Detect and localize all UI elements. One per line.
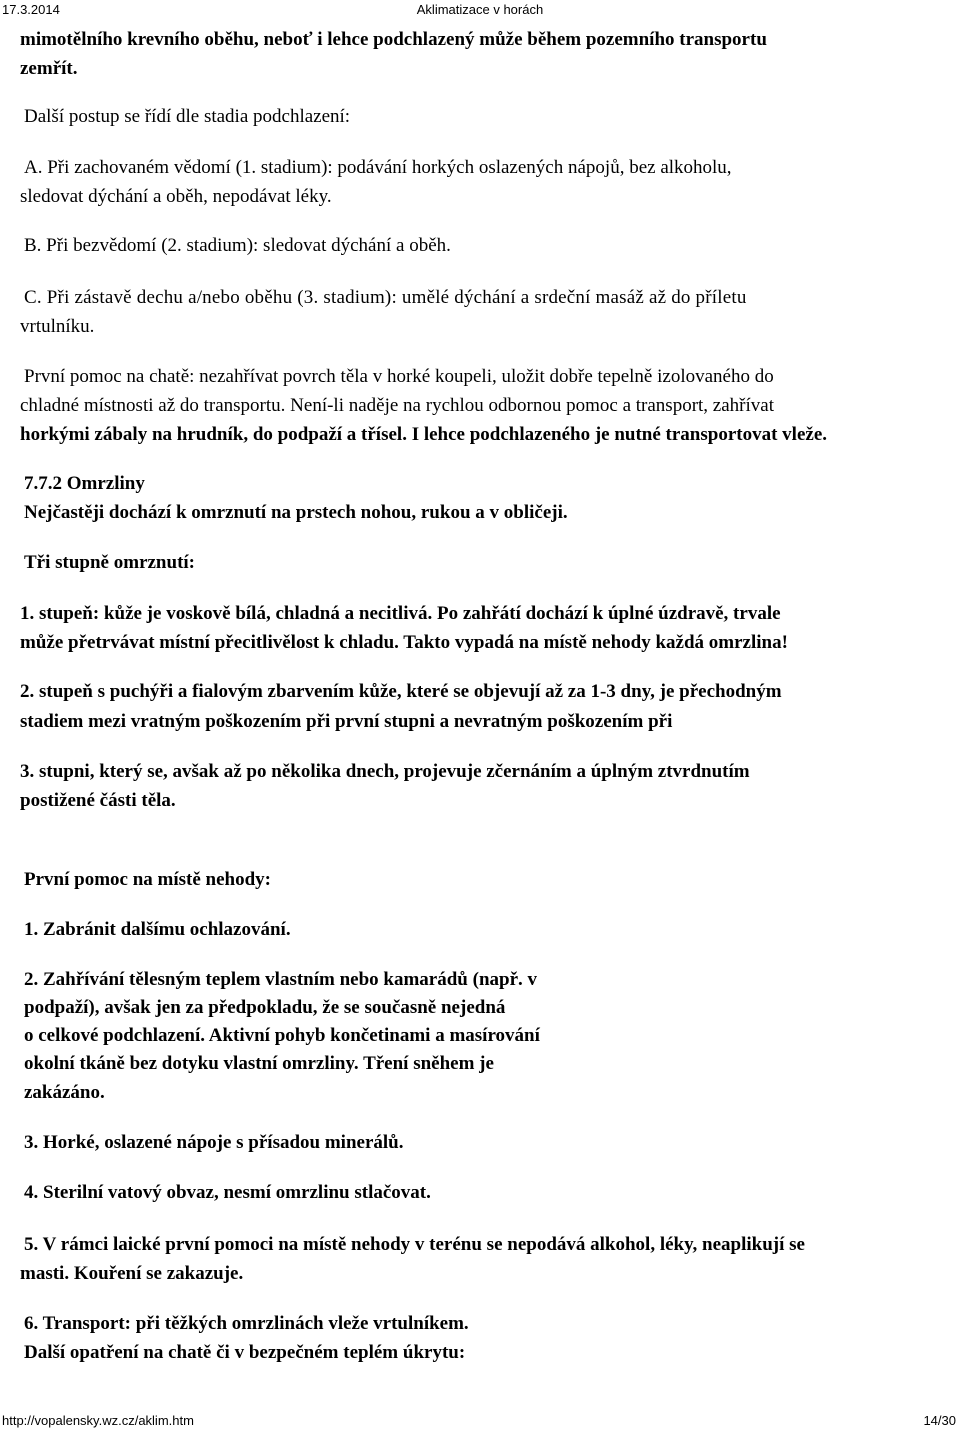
list-item: 5. V rámci laické první pomoci na místě nehody v terénu se nepodává alkohol, léky, neaplikují se	[24, 1234, 805, 1255]
paragraph-line: stadiem mezi vratným poškozením při první stupni a nevratným poškozením při	[20, 711, 673, 732]
paragraph-line: První pomoc na chatě: nezahřívat povrch těla v horké koupeli, uložit dobře tepelně izolovaného do	[24, 366, 774, 387]
list-item: o celkové podchlazení. Aktivní pohyb končetinami a masírování	[24, 1025, 540, 1046]
paragraph-line: Nejčastěji dochází k omrznutí na prstech nohou, rukou a v obličeji.	[24, 502, 568, 523]
list-item: 6. Transport: při těžkých omrzlinách vleže vrtulníkem.	[24, 1313, 469, 1334]
list-item: okolní tkáně bez dotyku vlastní omrzliny. Tření sněhem je	[24, 1053, 494, 1074]
section-heading: 7.7.2 Omrzliny	[24, 473, 145, 494]
paragraph-line: Další postup se řídí dle stadia podchlazení:	[24, 106, 351, 127]
list-item: masti. Kouření se zakazuje.	[20, 1263, 244, 1284]
paragraph-line: může přetrvávat místní přecitlivělost k chladu. Takto vypadá na místě nehody každá omrzlina!	[20, 632, 788, 653]
footer-url: http://vopalensky.wz.cz/aklim.htm	[2, 1413, 194, 1428]
subheading: První pomoc na místě nehody:	[24, 869, 271, 890]
paragraph-line: C. Při zástavě dechu a/nebo oběhu (3. stadium): umělé dýchání a srdeční masáž až do příletu	[24, 287, 747, 308]
paragraph-line: zemřít.	[20, 58, 78, 79]
paragraph-line: mimotělního krevního oběhu, neboť i lehce podchlazený může během pozemního transportu	[20, 29, 767, 50]
list-item: 3. Horké, oslazené nápoje s přísadou minerálů.	[24, 1132, 404, 1153]
list-item: 1. Zabránit dalšímu ochlazování.	[24, 919, 291, 940]
paragraph-line: Další opatření na chatě či v bezpečném teplém úkrytu:	[24, 1342, 466, 1363]
paragraph-line: vrtulníku.	[20, 316, 95, 337]
paragraph-line: 2. stupeň s puchýři a fialovým zbarvením kůže, které se objevují až za 1-3 dny, je přechodným	[20, 681, 782, 702]
subheading: Tři stupně omrznutí:	[24, 552, 195, 573]
list-item: podpaží), avšak jen za předpokladu, že se současně nejedná	[24, 997, 506, 1018]
paragraph-line: 1. stupeň: kůže je voskově bílá, chladná a necitlivá. Po zahřátí dochází k úplné úzdravě, trvale	[20, 603, 781, 624]
paragraph-line: 3. stupni, který se, avšak až po několika dnech, projevuje zčernáním a úplným ztvrdnutím	[20, 761, 750, 782]
paragraph-line: sledovat dýchání a oběh, nepodávat léky.	[20, 186, 332, 207]
paragraph-line: horkými zábaly na hrudník, do podpaží a třísel. I lehce podchlazeného je nutné transportovat vleže.	[20, 424, 827, 445]
list-item: 2. Zahřívání tělesným teplem vlastním nebo kamarádů (např. v	[24, 969, 538, 990]
paragraph-line: postižené části těla.	[20, 790, 176, 811]
paragraph-line: B. Při bezvědomí (2. stadium): sledovat dýchání a oběh.	[24, 235, 451, 256]
print-date: 17.3.2014	[2, 2, 60, 17]
page-header-title: Aklimatizace v horách	[416, 2, 544, 17]
paragraph-line: A. Při zachovaném vědomí (1. stadium): podávání horkých oslazených nápojů, bez alkoholu,	[24, 157, 732, 178]
list-item: zakázáno.	[24, 1082, 105, 1103]
paragraph-line: chladné místnosti až do transportu. Není-li naděje na rychlou odbornou pomoc a transport, zahřívat	[20, 395, 774, 416]
list-item: 4. Sterilní vatový obvaz, nesmí omrzlinu stlačovat.	[24, 1182, 431, 1203]
page-number: 14/30	[923, 1413, 956, 1428]
